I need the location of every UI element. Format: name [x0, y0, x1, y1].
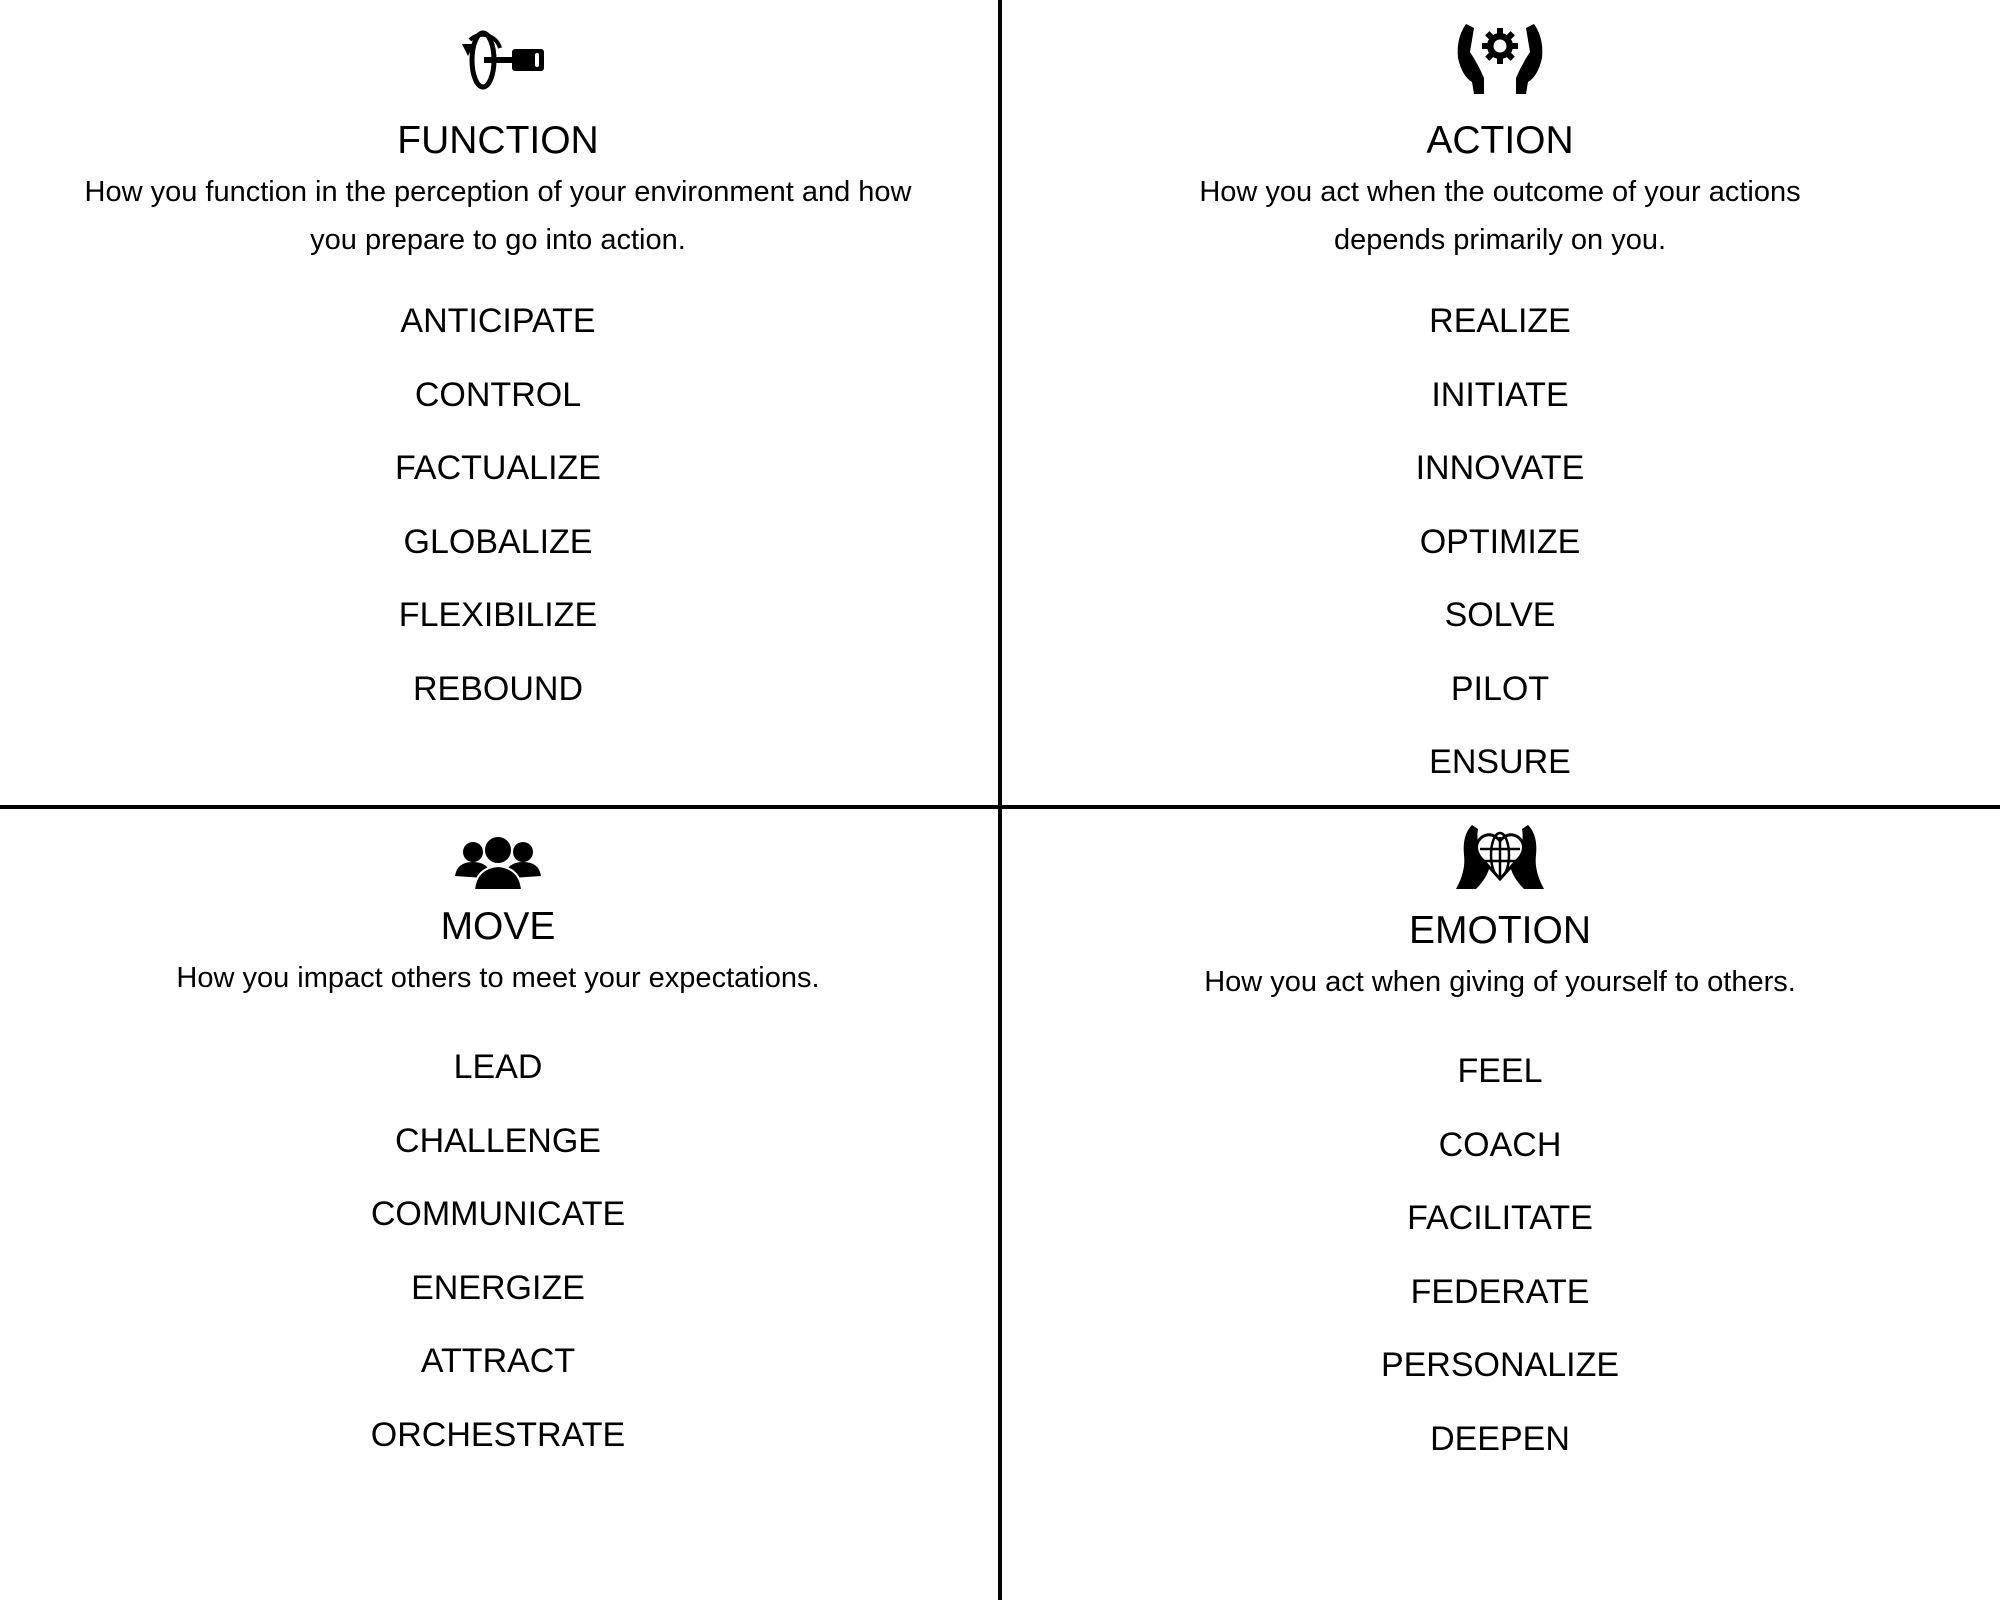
- quadrant-function: [0, 0, 996, 726]
- quadrant-title: MOVE: [440, 905, 556, 948]
- description-line: you prepare to go into action.: [310, 224, 686, 256]
- quadrant-description: [1020, 958, 1980, 1006]
- list-item: INNOVATE: [1415, 449, 1585, 487]
- list-item: ORCHESTRATE: [370, 1415, 626, 1454]
- description-line: How you act when the outcome of your actions: [1199, 176, 1801, 208]
- list-item: REBOUND: [412, 669, 584, 708]
- quadrant-emotion: [1002, 809, 1998, 1476]
- list-item: ENERGIZE: [411, 1268, 585, 1307]
- quadrant-title: FUNCTION: [397, 119, 599, 162]
- list-item: DEEPEN: [1430, 1419, 1570, 1458]
- hands-heart-globe-icon: [1450, 821, 1550, 901]
- item-list: [0, 1031, 996, 1472]
- quadrant-description: [18, 954, 978, 1002]
- hands-gear-icon: [1450, 18, 1550, 98]
- list-item: OPTIMIZE: [1419, 522, 1581, 561]
- quadrant-move: [0, 809, 996, 1472]
- list-item: INITIATE: [1431, 375, 1569, 414]
- description-line: depends primarily on you.: [1333, 224, 1667, 256]
- list-item: ATTRACT: [420, 1342, 576, 1380]
- item-list: [1002, 285, 1998, 800]
- people-group-icon: [448, 832, 548, 892]
- list-item: SOLVE: [1444, 596, 1556, 634]
- list-item: LEAD: [453, 1048, 543, 1086]
- list-item: FACILITATE: [1407, 1199, 1593, 1237]
- list-item: CHALLENGE: [395, 1121, 601, 1160]
- list-item: PERSONALIZE: [1380, 1346, 1620, 1384]
- quadrant-description: [1020, 168, 1980, 264]
- list-item: FLEXIBILIZE: [398, 596, 598, 634]
- list-item: FACTUALIZE: [395, 449, 601, 487]
- key-turn-icon: [448, 18, 548, 98]
- list-item: PILOT: [1450, 669, 1550, 708]
- list-item: ENSURE: [1429, 743, 1571, 781]
- description-line: How you act when giving of yourself to others.: [1204, 966, 1796, 998]
- list-item: COACH: [1438, 1125, 1562, 1164]
- item-list: [1002, 1035, 1998, 1476]
- list-item: CONTROL: [414, 375, 582, 414]
- list-item: REALIZE: [1429, 302, 1571, 340]
- quadrant-title: EMOTION: [1409, 909, 1591, 952]
- item-list: [0, 285, 996, 726]
- quadrant-title: ACTION: [1426, 119, 1574, 162]
- list-item: FEEL: [1457, 1052, 1543, 1090]
- description-line: How you impact others to meet your expectations.: [176, 962, 820, 994]
- list-item: ANTICIPATE: [400, 302, 596, 340]
- quadrant-action: [1002, 0, 1998, 800]
- quadrant-description: [18, 168, 978, 264]
- list-item: COMMUNICATE: [370, 1195, 626, 1233]
- list-item: FEDERATE: [1410, 1272, 1590, 1311]
- list-item: GLOBALIZE: [403, 522, 593, 561]
- description-line: How you function in the perception of your environment and how: [84, 176, 912, 208]
